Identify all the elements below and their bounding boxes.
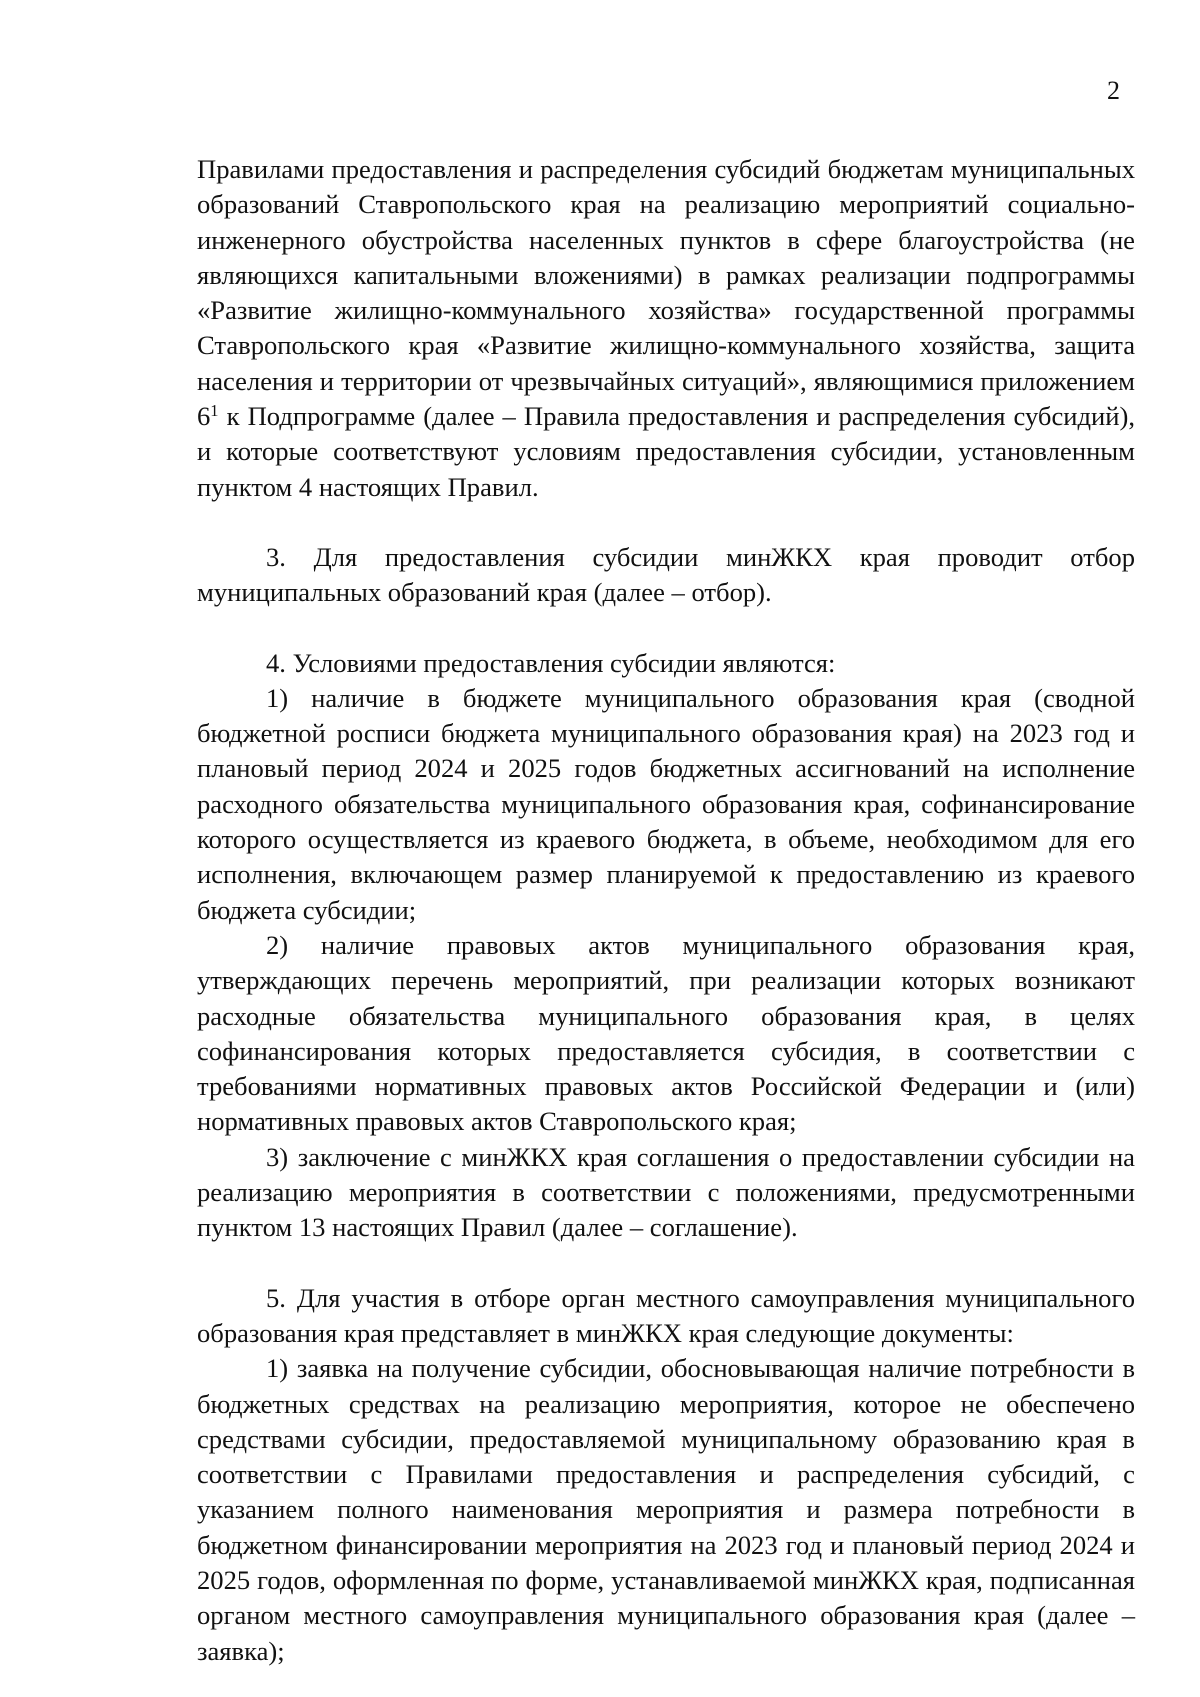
paragraph-text: к Подпрограмме (далее – Правила предоставления и распределения субсидий), и которые соответствуют условиям предоставления субсидии, установленным пунктом 4 настоящих Правил. xyxy=(197,401,1135,502)
paragraph-text: Правилами предоставления и распределения субсидий бюджетам муниципальных образований Ставропольского края на реализацию мероприятий социально-инженерного обустройства населенных пунктов в сфере благоустройства (не являющихся капитальными вложениями) в рамках реализации подпрограммы «Развитие жилищно-коммунального хозяйства» государственной программы Ставропольского края «Развитие жилищно-коммунального хозяйства, защита населения и территории от чрезвычайных ситуаций», являющимися приложением 6 xyxy=(197,154,1135,432)
paragraph-item-3: 3. Для предоставления субсидии минЖКХ края проводит отбор муниципальных образований края (далее – отбор). xyxy=(197,541,1135,608)
paragraph-item-4-2: 2) наличие правовых актов муниципального образования края, утверждающих перечень мероприятий, при реализации которых возникают расходные обязательства муниципального образования края, в целях софинансирования которых предоставляется субсидия, в соответствии с требованиями нормативных правовых актов Российской Федерации и (или) нормативных правовых актов Ставропольского края; xyxy=(197,929,1135,1137)
paragraph-item-4-1: 1) наличие в бюджете муниципального образования края (сводной бюджетной росписи бюджета муниципального образования края) на 2023 год и плановый период 2024 и 2025 годов бюджетных ассигнований на исполнение расходного обязательства муниципального образования края, софинансирование которого осуществляется из краевого бюджета, в объеме, необходимом для его исполнения, включающем размер планируемой к предоставлению из краевого бюджета субсидии; xyxy=(197,682,1135,925)
document-body xyxy=(197,152,1135,1669)
page-number: 2 xyxy=(1107,76,1120,105)
paragraph-item-5: 5. Для участия в отборе орган местного самоуправления муниципального образования края представляет в минЖКХ края следующие документы: xyxy=(197,1282,1135,1348)
paragraph-item-5-1: 1) заявка на получение субсидии, обосновывающая наличие потребности в бюджетных средствах на реализацию мероприятия, которое не обеспечено средствами субсидии, предоставляемой муниципальному образованию края в соответствии с Правилами предоставления и распределения субсидий, с указанием полного наименования мероприятия и размера потребности в бюджетном финансировании мероприятия на 2023 год и плановый период 2024 и 2025 годов, оформленная по форме, устанавливаемой минЖКХ края, подписанная органом местного самоуправления муниципального образования края (далее – заявка); xyxy=(197,1353,1135,1666)
paragraph-rules-continuation xyxy=(197,152,1135,505)
paragraph-item-4-3: 3) заключение с минЖКХ края соглашения о предоставлении субсидии на реализацию мероприятия в соответствии с положениями, предусмотренными пунктом 13 настоящих Правил (далее – соглашение). xyxy=(197,1141,1135,1243)
superscript-index: 1 xyxy=(210,401,219,421)
paragraph-item-4: 4. Условиями предоставления субсидии являются: xyxy=(266,647,836,678)
